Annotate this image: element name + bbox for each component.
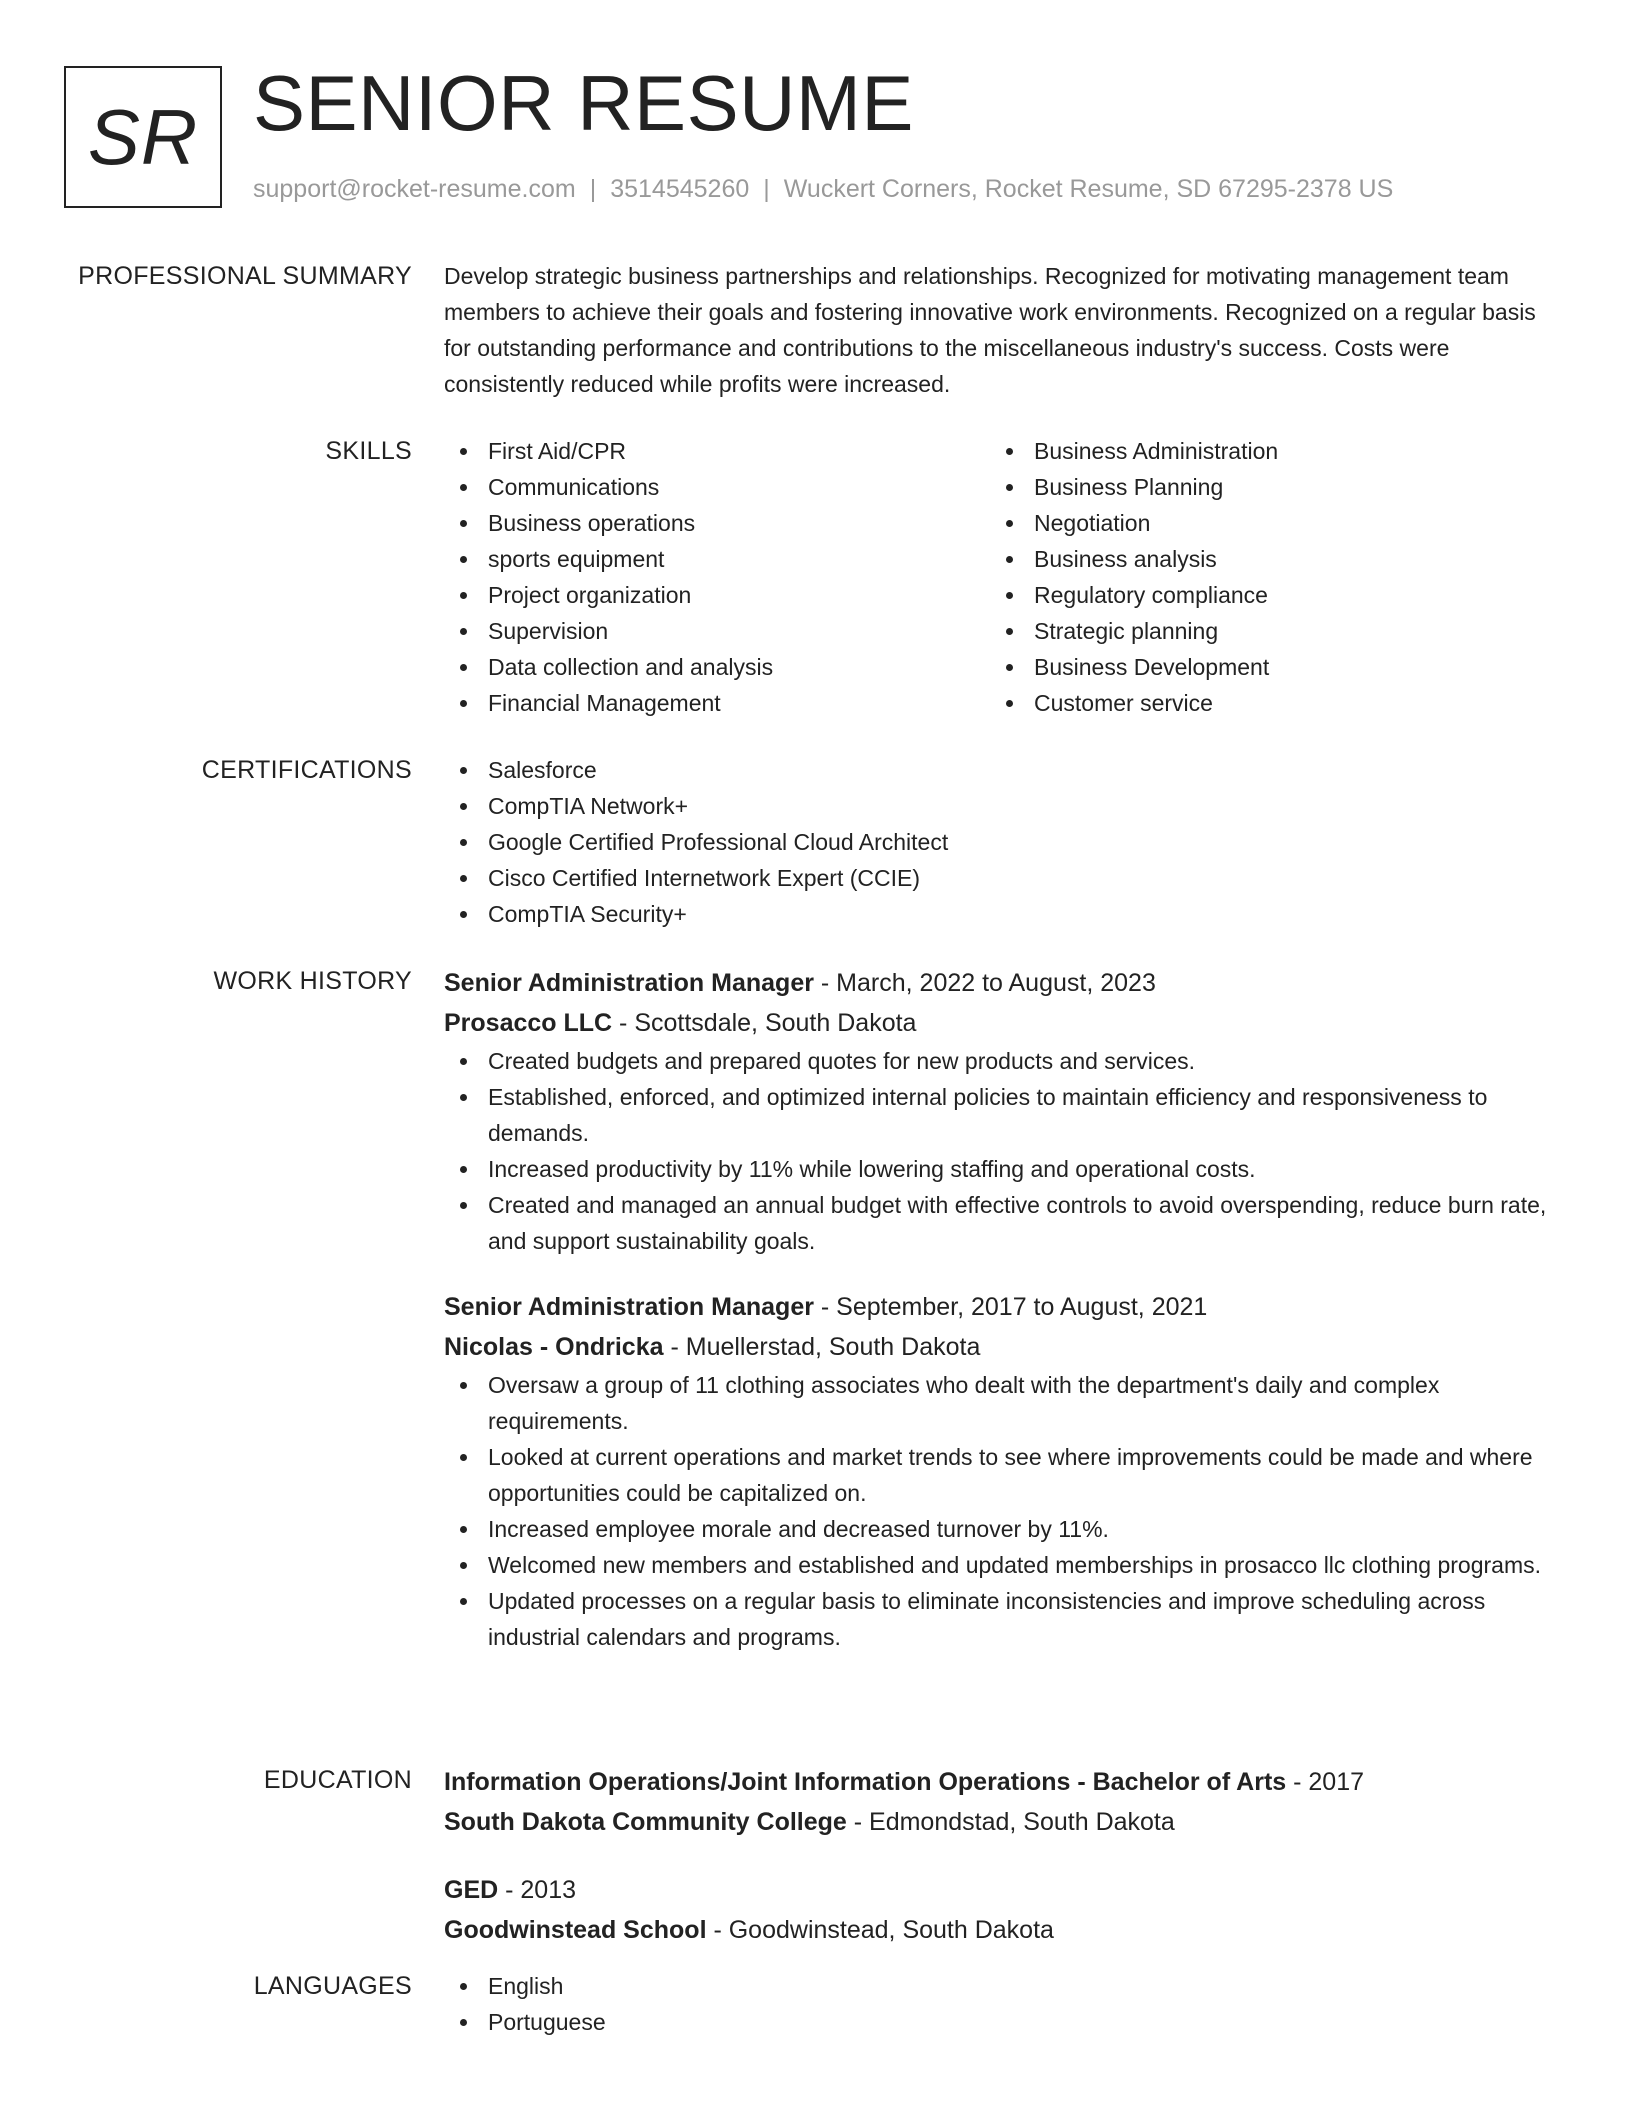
work-history-body (444, 963, 1554, 1683)
education-entry (444, 1870, 1554, 1950)
education-year: - 2013 (498, 1876, 577, 1904)
education-entry (444, 1762, 1554, 1842)
contact-line (253, 172, 1393, 206)
section-heading: SKILLS (325, 437, 412, 465)
section-heading: PROFESSIONAL SUMMARY (78, 262, 412, 290)
list-item: Looked at current operations and market trends to see where improvements could be made and where opportunities could be capitalized on. (444, 1439, 1554, 1511)
job-dates: - March, 2022 to August, 2023 (813, 969, 1156, 997)
languages-list (444, 1968, 1554, 2040)
education-year: - 2017 (1286, 1768, 1365, 1796)
list-item: English (444, 1968, 1554, 2004)
job-entry (444, 963, 1554, 1259)
skills-body (444, 433, 1554, 721)
job-dates: - September, 2017 to August, 2021 (813, 1293, 1208, 1321)
list-item: Cisco Certified Internetwork Expert (CCIE) (444, 860, 1554, 896)
education-body (444, 1762, 1554, 1978)
job-entry (444, 1287, 1554, 1655)
list-item: Communications (444, 469, 990, 505)
education-location: - Goodwinstead, South Dakota (706, 1916, 1054, 1944)
list-item: Strategic planning (990, 613, 1536, 649)
job-title-line (444, 963, 1554, 1003)
list-item: Regulatory compliance (990, 577, 1536, 613)
job-bullets (444, 1367, 1554, 1655)
list-item: Business analysis (990, 541, 1536, 577)
list-item: Established, enforced, and optimized internal policies to maintain efficiency and responsiveness to demands. (444, 1079, 1554, 1151)
candidate-name: SENIOR RESUME (253, 59, 914, 147)
contact-separator: | (763, 175, 770, 203)
job-title-line (444, 1287, 1554, 1327)
list-item: Business Administration (990, 433, 1536, 469)
job-bullets (444, 1043, 1554, 1259)
list-item: First Aid/CPR (444, 433, 990, 469)
list-item: Business operations (444, 505, 990, 541)
list-item: Created and managed an annual budget with effective controls to avoid overspending, reduce burn rate, and support sustainability goals. (444, 1187, 1554, 1259)
job-location: - Muellerstad, South Dakota (663, 1333, 981, 1361)
list-item: CompTIA Security+ (444, 896, 1554, 932)
section-heading: LANGUAGES (253, 1972, 412, 2000)
list-item: sports equipment (444, 541, 990, 577)
section-heading: CERTIFICATIONS (201, 756, 412, 784)
education-location: - Edmondstad, South Dakota (846, 1808, 1175, 1836)
section-heading: WORK HISTORY (213, 967, 412, 995)
section-heading: EDUCATION (263, 1766, 412, 1794)
list-item: Updated processes on a regular basis to eliminate inconsistencies and improve scheduling across industrial calendars and programs. (444, 1583, 1554, 1655)
list-item: Increased productivity by 11% while lowering staffing and operational costs. (444, 1151, 1554, 1187)
skills-list-right (990, 433, 1536, 721)
education-degree: GED (444, 1876, 499, 1904)
summary-body (444, 258, 1554, 402)
skills-list-left (444, 433, 990, 721)
list-item: Oversaw a group of 11 clothing associates who dealt with the department's daily and complex requirements. (444, 1367, 1554, 1439)
list-item: Business Planning (990, 469, 1536, 505)
job-title: Senior Administration Manager (444, 969, 814, 997)
contact-separator: | (589, 175, 597, 203)
list-item: CompTIA Network+ (444, 788, 1554, 824)
list-item: Increased employee morale and decreased turnover by 11%. (444, 1511, 1554, 1547)
list-item: Customer service (990, 685, 1536, 721)
contact-phone: 3514545260 (610, 175, 750, 203)
education-school-line (444, 1910, 1554, 1950)
education-degree-line (444, 1870, 1554, 1910)
job-location: - Scottsdale, South Dakota (612, 1009, 917, 1037)
list-item: Project organization (444, 577, 990, 613)
job-company-line (444, 1327, 1554, 1367)
job-company: Nicolas - Ondricka (444, 1333, 664, 1361)
education-degree: Information Operations/Joint Information Operations - Bachelor of Arts (444, 1768, 1287, 1796)
education-school: South Dakota Community College (444, 1808, 847, 1836)
job-title: Senior Administration Manager (444, 1293, 814, 1321)
education-school-line (444, 1802, 1554, 1842)
contact-address: Wuckert Corners, Rocket Resume, SD 67295-2378 US (783, 175, 1394, 203)
list-item: Salesforce (444, 752, 1554, 788)
education-degree-line (444, 1762, 1554, 1802)
job-company-line (444, 1003, 1554, 1043)
list-item: Business Development (990, 649, 1536, 685)
certifications-body (444, 752, 1554, 932)
list-item: Financial Management (444, 685, 990, 721)
list-item: Negotiation (990, 505, 1536, 541)
summary-text: Develop strategic business partnerships and relationships. Recognized for motivating management team members to achieve their goals and fostering innovative work environments. Recognized on a regular basis for outstanding performance and contributions to the miscellaneous industry's success. Costs were consistently reduced while profits were increased. (444, 263, 1536, 397)
languages-body (444, 1968, 1554, 2040)
monogram-logo: SR (64, 66, 222, 208)
list-item: Welcomed new members and established and updated memberships in prosacco llc clothing programs. (444, 1547, 1554, 1583)
contact-email: support@rocket-resume.com (253, 175, 576, 203)
job-company: Prosacco LLC (444, 1009, 613, 1037)
list-item: Data collection and analysis (444, 649, 990, 685)
list-item: Created budgets and prepared quotes for new products and services. (444, 1043, 1554, 1079)
certifications-list (444, 752, 1554, 932)
list-item: Portuguese (444, 2004, 1554, 2040)
list-item: Supervision (444, 613, 990, 649)
list-item: Google Certified Professional Cloud Architect (444, 824, 1554, 860)
education-school: Goodwinstead School (444, 1916, 707, 1944)
